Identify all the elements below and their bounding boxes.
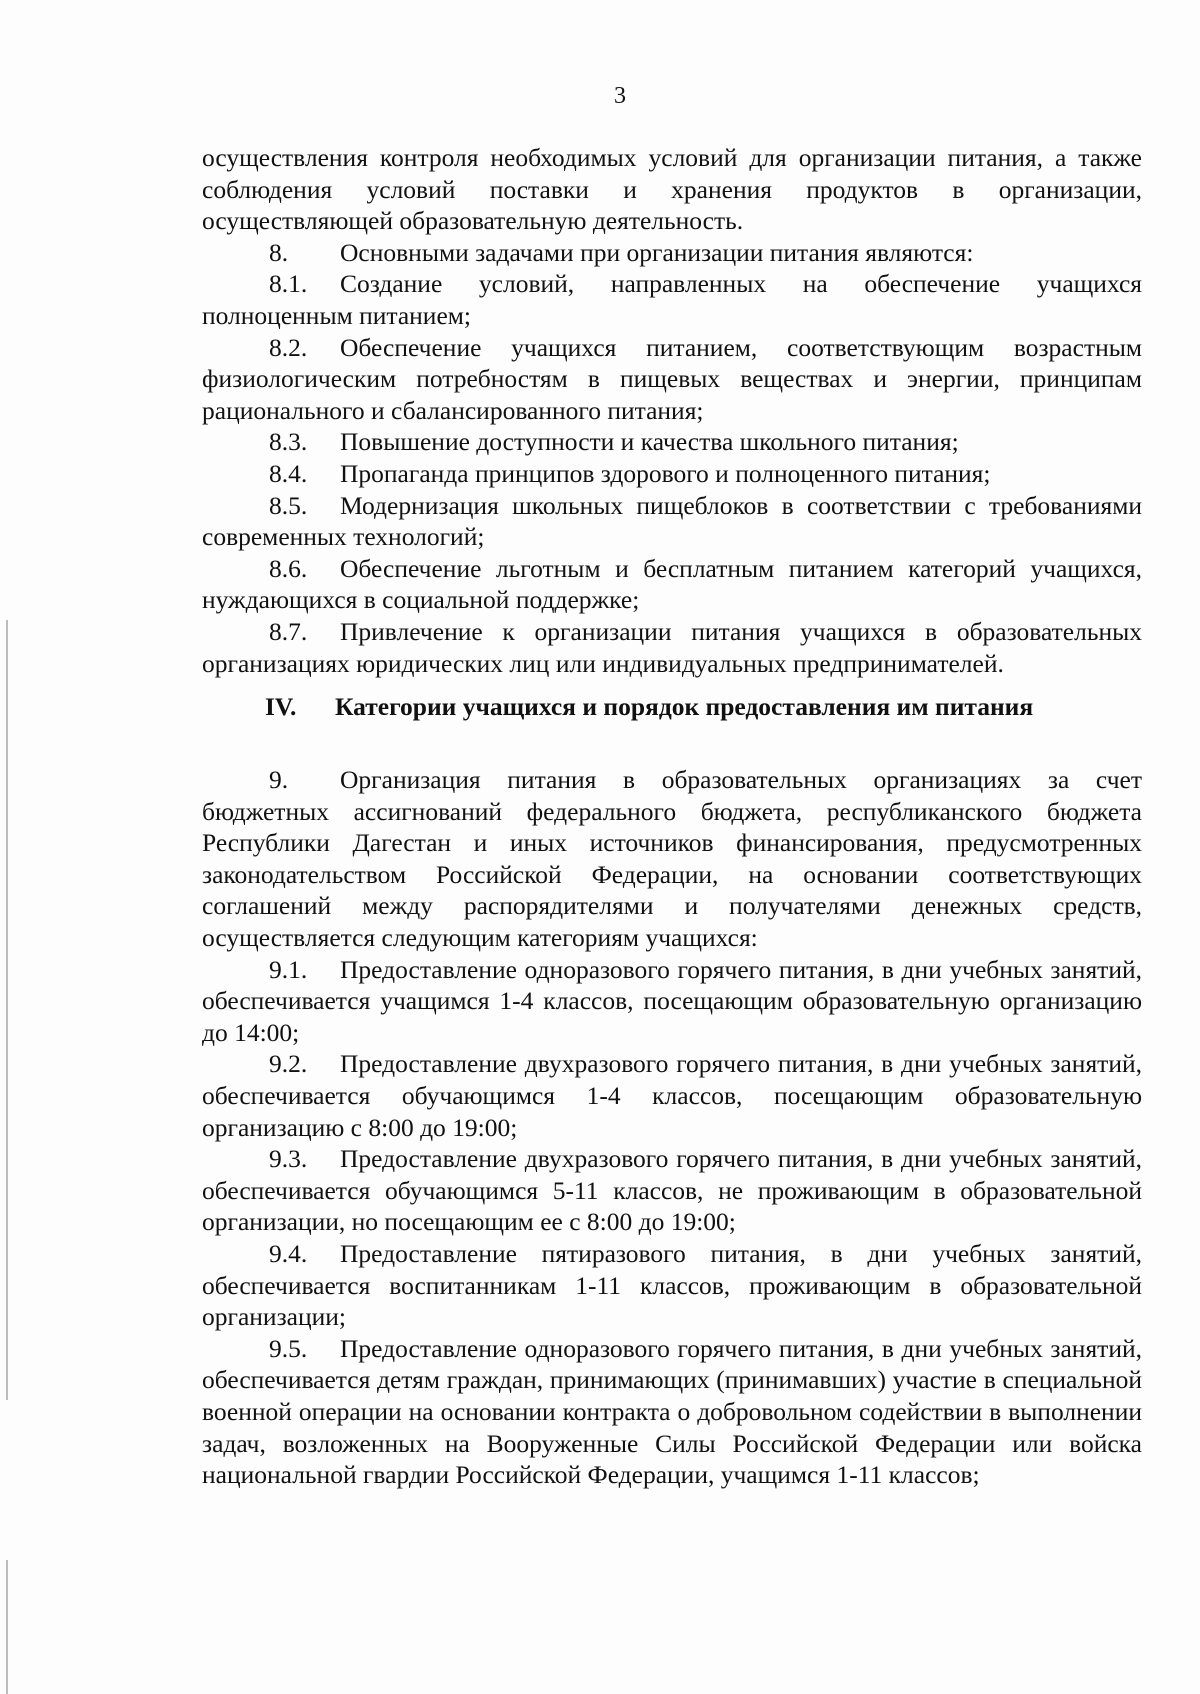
section-title: Категории учащихся и порядок предоставления им питания bbox=[335, 692, 1034, 722]
item-number: 8.3. bbox=[269, 427, 308, 457]
item-text: Основными задачами при организации питания являются: bbox=[340, 237, 974, 267]
list-item bbox=[202, 1333, 1142, 1491]
item-text: Предоставление двухразового горячего питания, в дни учебных занятий, обеспечивается обучающимся 5-11 классов, не проживающим в образовательной организации, но посещающим ее с 8:00 до 19:00; bbox=[202, 1144, 1142, 1237]
item-text: Предоставление одноразового горячего питания, в дни учебных занятий, обеспечивается учащимся 1-4 классов, посещающим образовательную организацию до 14:00; bbox=[202, 954, 1142, 1047]
list-item bbox=[202, 490, 1142, 553]
item-text: Организация питания в образовательных организациях за счет бюджетных ассигнований федерального бюджета, республиканского бюджета Республики Дагестан и иных источников финансирования, предусмотренных законодательством Российской Федерации, на основании соответствующих соглашений между распорядителями и получателями денежных средств, осуществляется следующим категориям учащихся: bbox=[202, 765, 1142, 953]
categories-list bbox=[202, 764, 1142, 1491]
item-text: Обеспечение учащихся питанием, соответствующим возрастным физиологическим потребностям в пищевых веществах и энергии, принципам рационального и сбалансированного питания; bbox=[202, 332, 1142, 425]
item-number: 8.2. bbox=[269, 332, 308, 362]
list-item bbox=[202, 426, 1142, 458]
list-item bbox=[202, 553, 1142, 616]
item-text: Обеспечение льготным и бесплатным питанием категорий учащихся, нуждающихся в социальной поддержке; bbox=[202, 553, 1142, 615]
item-number: 8.5. bbox=[269, 490, 308, 520]
intro-paragraph: осуществления контроля необходимых условий для организации питания, а также соблюдения условий поставки и хранения продуктов в организации, осуществляющей образовательную деятельность. bbox=[202, 143, 1142, 236]
item-number: 8. bbox=[269, 237, 289, 267]
item-number: 9.1. bbox=[269, 954, 308, 984]
item-text: Повышение доступности и качества школьного питания; bbox=[340, 427, 959, 457]
list-item bbox=[202, 268, 1142, 331]
item-text: Предоставление двухразового горячего питания, в дни учебных занятий, обеспечивается обучающимся 1-4 классов, посещающим образовательную организацию с 8:00 до 19:00; bbox=[202, 1049, 1142, 1142]
item-number: 9. bbox=[269, 765, 289, 795]
page-number: 3 bbox=[614, 83, 626, 109]
item-number: 9.2. bbox=[269, 1049, 308, 1079]
list-item bbox=[202, 954, 1142, 1049]
scan-edge-line bbox=[6, 1560, 8, 1694]
item-number: 9.3. bbox=[269, 1144, 308, 1174]
document-body bbox=[202, 142, 1142, 1491]
item-text: Предоставление пятиразового питания, в дни учебных занятий, обеспечивается воспитанникам 1-11 классов, проживающим в образовательной организации; bbox=[202, 1239, 1142, 1332]
tasks-list bbox=[202, 237, 1142, 679]
item-text: Пропаганда принципов здорового и полноценного питания; bbox=[340, 458, 991, 488]
list-item bbox=[202, 458, 1142, 490]
item-text: Модернизация школьных пищеблоков в соответствии с требованиями современных технологий; bbox=[202, 490, 1142, 552]
list-item bbox=[202, 616, 1142, 679]
section-number: IV. bbox=[265, 692, 297, 722]
item-text: Создание условий, направленных на обеспечение учащихся полноценным питанием; bbox=[202, 269, 1142, 330]
section-heading bbox=[202, 679, 1142, 764]
item-number: 8.1. bbox=[269, 269, 308, 299]
list-item bbox=[202, 1238, 1142, 1333]
item-number: 8.6. bbox=[269, 553, 308, 583]
item-text: Предоставление одноразового горячего питания, в дни учебных занятий, обеспечивается детям граждан, принимающих (принимавших) участие в специальной военной операции на основании контракта о добровольном содействии в выполнении задач, возложенных на Вооруженные Силы Российской Федерации или войска национальной гвардии Российской Федерации, учащимся 1-11 классов; bbox=[202, 1333, 1142, 1490]
item-number: 9.4. bbox=[269, 1239, 308, 1268]
list-item bbox=[202, 764, 1142, 954]
list-item bbox=[202, 1143, 1142, 1238]
item-number: 8.7. bbox=[269, 616, 308, 646]
list-item bbox=[202, 1048, 1142, 1143]
scan-edge-line bbox=[6, 620, 8, 1400]
list-item bbox=[202, 332, 1142, 427]
item-text: Привлечение к организации питания учащихся в образовательных организациях юридических лиц или индивидуальных предпринимателей. bbox=[202, 616, 1142, 678]
list-item bbox=[202, 237, 1142, 269]
item-number: 8.4. bbox=[269, 458, 308, 488]
item-number: 9.5. bbox=[269, 1333, 308, 1363]
